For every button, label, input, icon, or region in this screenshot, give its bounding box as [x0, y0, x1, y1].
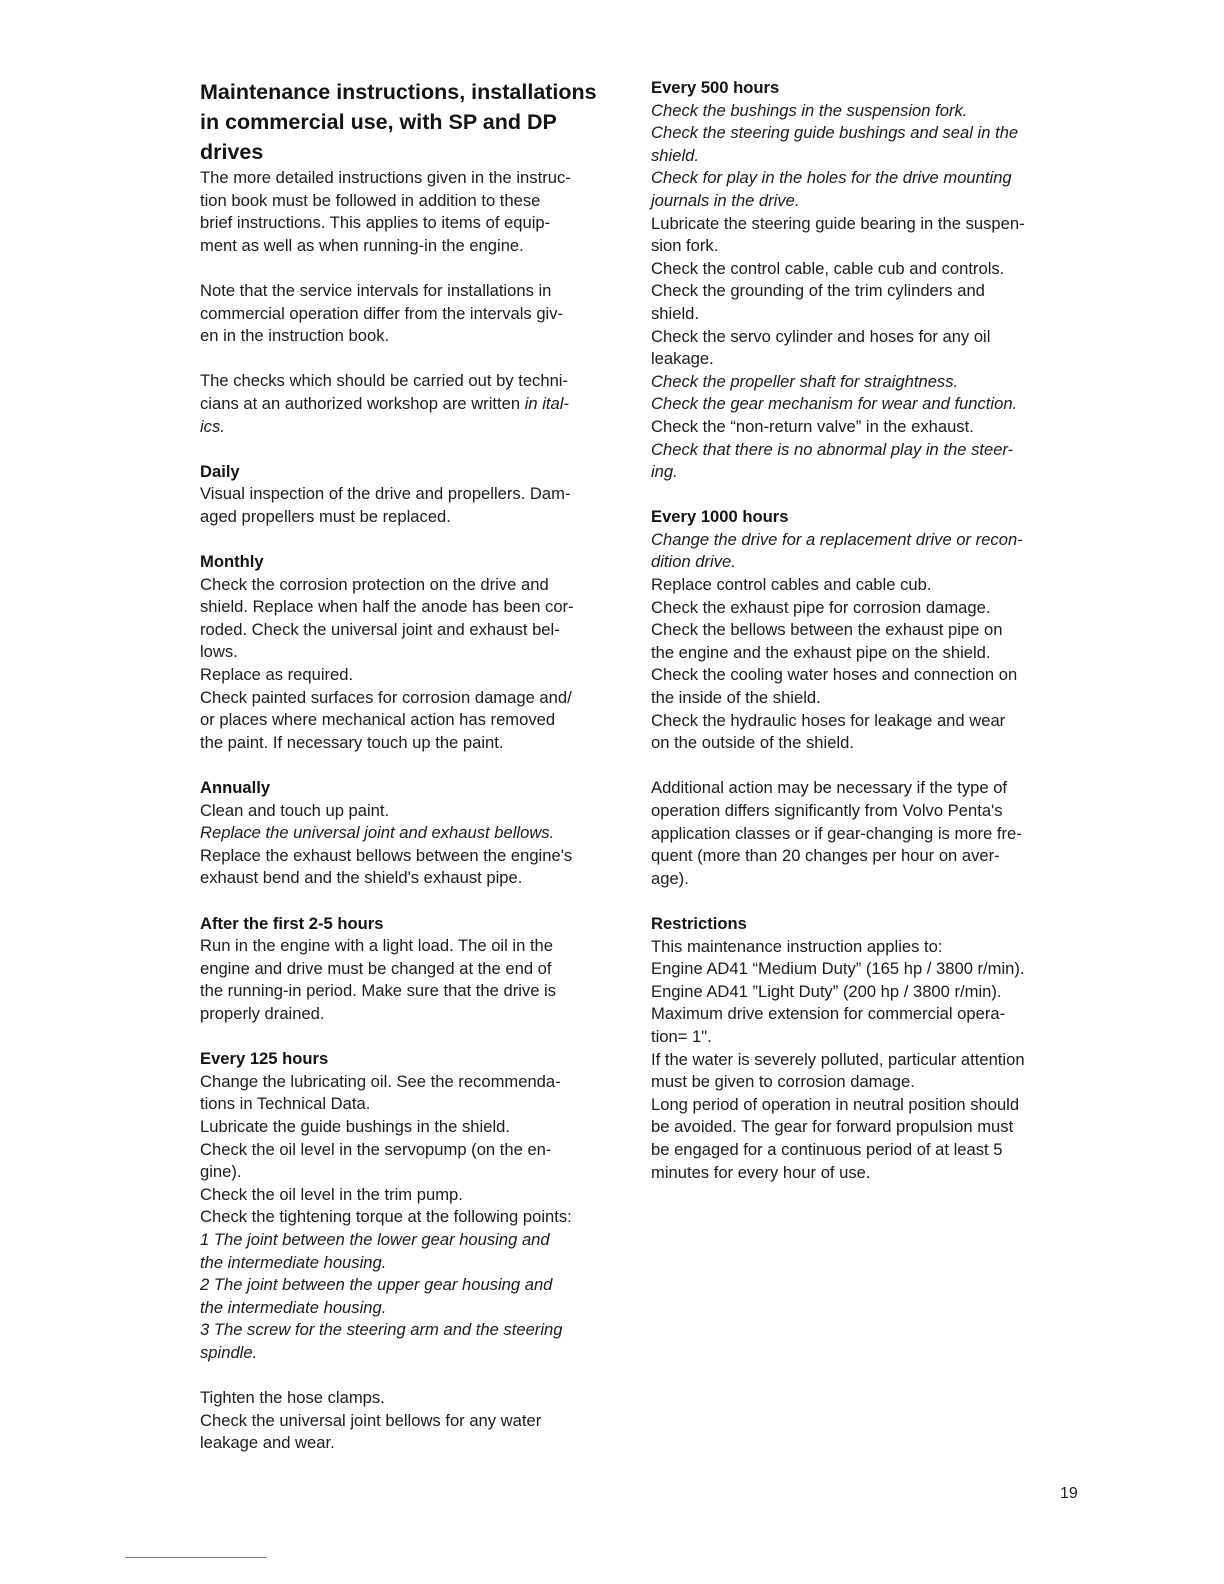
instruction-line: Check the bellows between the exhaust pipe on	[651, 620, 1003, 640]
instruction-line: Check the exhaust pipe for corrosion damage.	[651, 597, 991, 617]
first-hours-heading: After the first 2-5 hours	[200, 913, 384, 933]
instruction-line: Lubricate the steering guide bearing in the suspen-	[651, 213, 1025, 233]
instruction-line: Check the propeller shaft for straightness.	[651, 371, 959, 391]
instruction-line: Check that there is no abnormal play in the steer-	[651, 439, 1014, 459]
restrictions-text: This maintenance instruction applies to: Engine AD41 “Medium Duty” (165 hp / 3800 r/min). Engine AD41 ”Light Duty” (200 hp / 3800 r/min). Maximum drive extension for commercial opera- tion= 1". If the water is severely polluted, particular attention must be given to corrosion damage. Long period of operation in neutral position should be avoided. The gear for forward propulsion must be engaged for a continuous period of at least 5 minutes for every hour of use.	[651, 936, 1025, 1182]
daily-heading: Daily	[200, 461, 240, 481]
instruction-line: the engine and the exhaust pipe on the shield.	[651, 642, 991, 662]
instruction-line: the inside of the shield.	[651, 688, 821, 708]
first-hours-text: Run in the engine with a light load. The oil in the engine and drive must be changed at the end of the running-in period. Make sure that the drive is properly drained.	[200, 936, 557, 1023]
instruction-line: ing.	[651, 462, 678, 482]
instruction-line: Change the drive for a replacement drive or recon-	[651, 529, 1023, 549]
right-column	[651, 77, 1081, 1184]
instruction-line: on the outside of the shield.	[651, 733, 854, 753]
restrictions-heading: Restrictions	[651, 913, 747, 933]
125-hours-followup: Tighten the hose clamps. Check the universal joint bellows for any water leakage and wear.	[200, 1388, 542, 1453]
intro-paragraph: The more detailed instructions given in the instruc- tion book must be followed in addition to these brief instructions. This applies to items of equip- ment as well as when running-in the engine.	[200, 168, 571, 255]
page-title: Maintenance instructions, installations in commercial use, with SP and DP drives	[200, 80, 597, 164]
daily-text: Visual inspection of the drive and propellers. Dam- aged propellers must be replaced.	[200, 484, 571, 526]
left-column	[200, 77, 625, 1455]
page-number: 19	[1060, 1485, 1078, 1502]
125-hours-heading: Every 125 hours	[200, 1049, 329, 1069]
500-hours-heading: Every 500 hours	[651, 78, 780, 97]
additional-action-text: Additional action may be necessary if the type of operation differs significantly from Volvo Penta's application classes or if gear-changing is more fre- quent (more than 20 changes per hour on aver- age).	[651, 778, 1022, 888]
instruction-line: journals in the drive.	[651, 190, 800, 210]
instruction-line: Check the control cable, cable cub and controls.	[651, 258, 1005, 278]
instruction-line: sion fork.	[651, 236, 719, 256]
1000-hours-heading: Every 1000 hours	[651, 507, 789, 527]
instruction-line: Check the “non-return valve” in the exhaust.	[651, 416, 974, 436]
intro-section	[200, 167, 625, 1455]
instruction-line: Check the steering guide bushings and seal in the	[651, 123, 1019, 143]
footer-rule	[125, 1557, 267, 1558]
instruction-line: shield.	[651, 145, 699, 165]
500-hours-text	[651, 100, 1081, 484]
instruction-line: Check the cooling water hoses and connection on	[651, 665, 1018, 685]
instruction-line: Check the hydraulic hoses for leakage and wear	[651, 710, 1006, 730]
instruction-line: Check the grounding of the trim cylinders and	[651, 281, 985, 301]
instruction-line: leakage.	[651, 349, 714, 369]
instruction-line: Check for play in the holes for the drive mounting	[651, 168, 1012, 188]
italics-note: The checks which should be carried out by techni- cians at an authorized workshop are written in ital- ics.	[200, 371, 569, 436]
instruction-line: Replace control cables and cable cub.	[651, 575, 932, 595]
service-interval-note: Note that the service intervals for installations in commercial operation differ from the intervals giv- en in the instruction book.	[200, 280, 564, 346]
monthly-heading: Monthly	[200, 552, 264, 572]
instruction-line: Check the servo cylinder and hoses for any oil	[651, 326, 991, 346]
125-hours-text: Change the lubricating oil. See the recommenda- tions in Technical Data. Lubricate the guide bushings in the shield. Check the oil level in the servopump (on the en- gine). Check the oil level in the trim pump. Check the tightening torque at the following points: 1 The joint between the lower gear housing and the intermediate housing. 2 The joint between the upper gear housing and the intermediate housing. 3 The screw for the steering arm and the steering spindle.	[200, 1071, 572, 1362]
instruction-line: dition drive.	[651, 552, 736, 572]
annually-text: Clean and touch up paint. Replace the universal joint and exhaust bellows. Replace the exhaust bellows between the engine's exhaust bend and the shield's exhaust pipe.	[200, 800, 573, 888]
instruction-line: Check the bushings in the suspension fork.	[651, 100, 968, 120]
instruction-line: shield.	[651, 303, 699, 323]
annually-heading: Annually	[200, 778, 271, 798]
1000-hours-text	[651, 529, 1081, 755]
monthly-text: Check the corrosion protection on the drive and shield. Replace when half the anode has been cor- roded. Check the universal joint and exhaust bel- lows. Replace as required. Check painted surfaces for corrosion damage and/ or places where mechanical action has removed the paint. If necessary touch up the paint.	[200, 574, 574, 752]
instruction-line: Check the gear mechanism for wear and function.	[651, 394, 1018, 414]
